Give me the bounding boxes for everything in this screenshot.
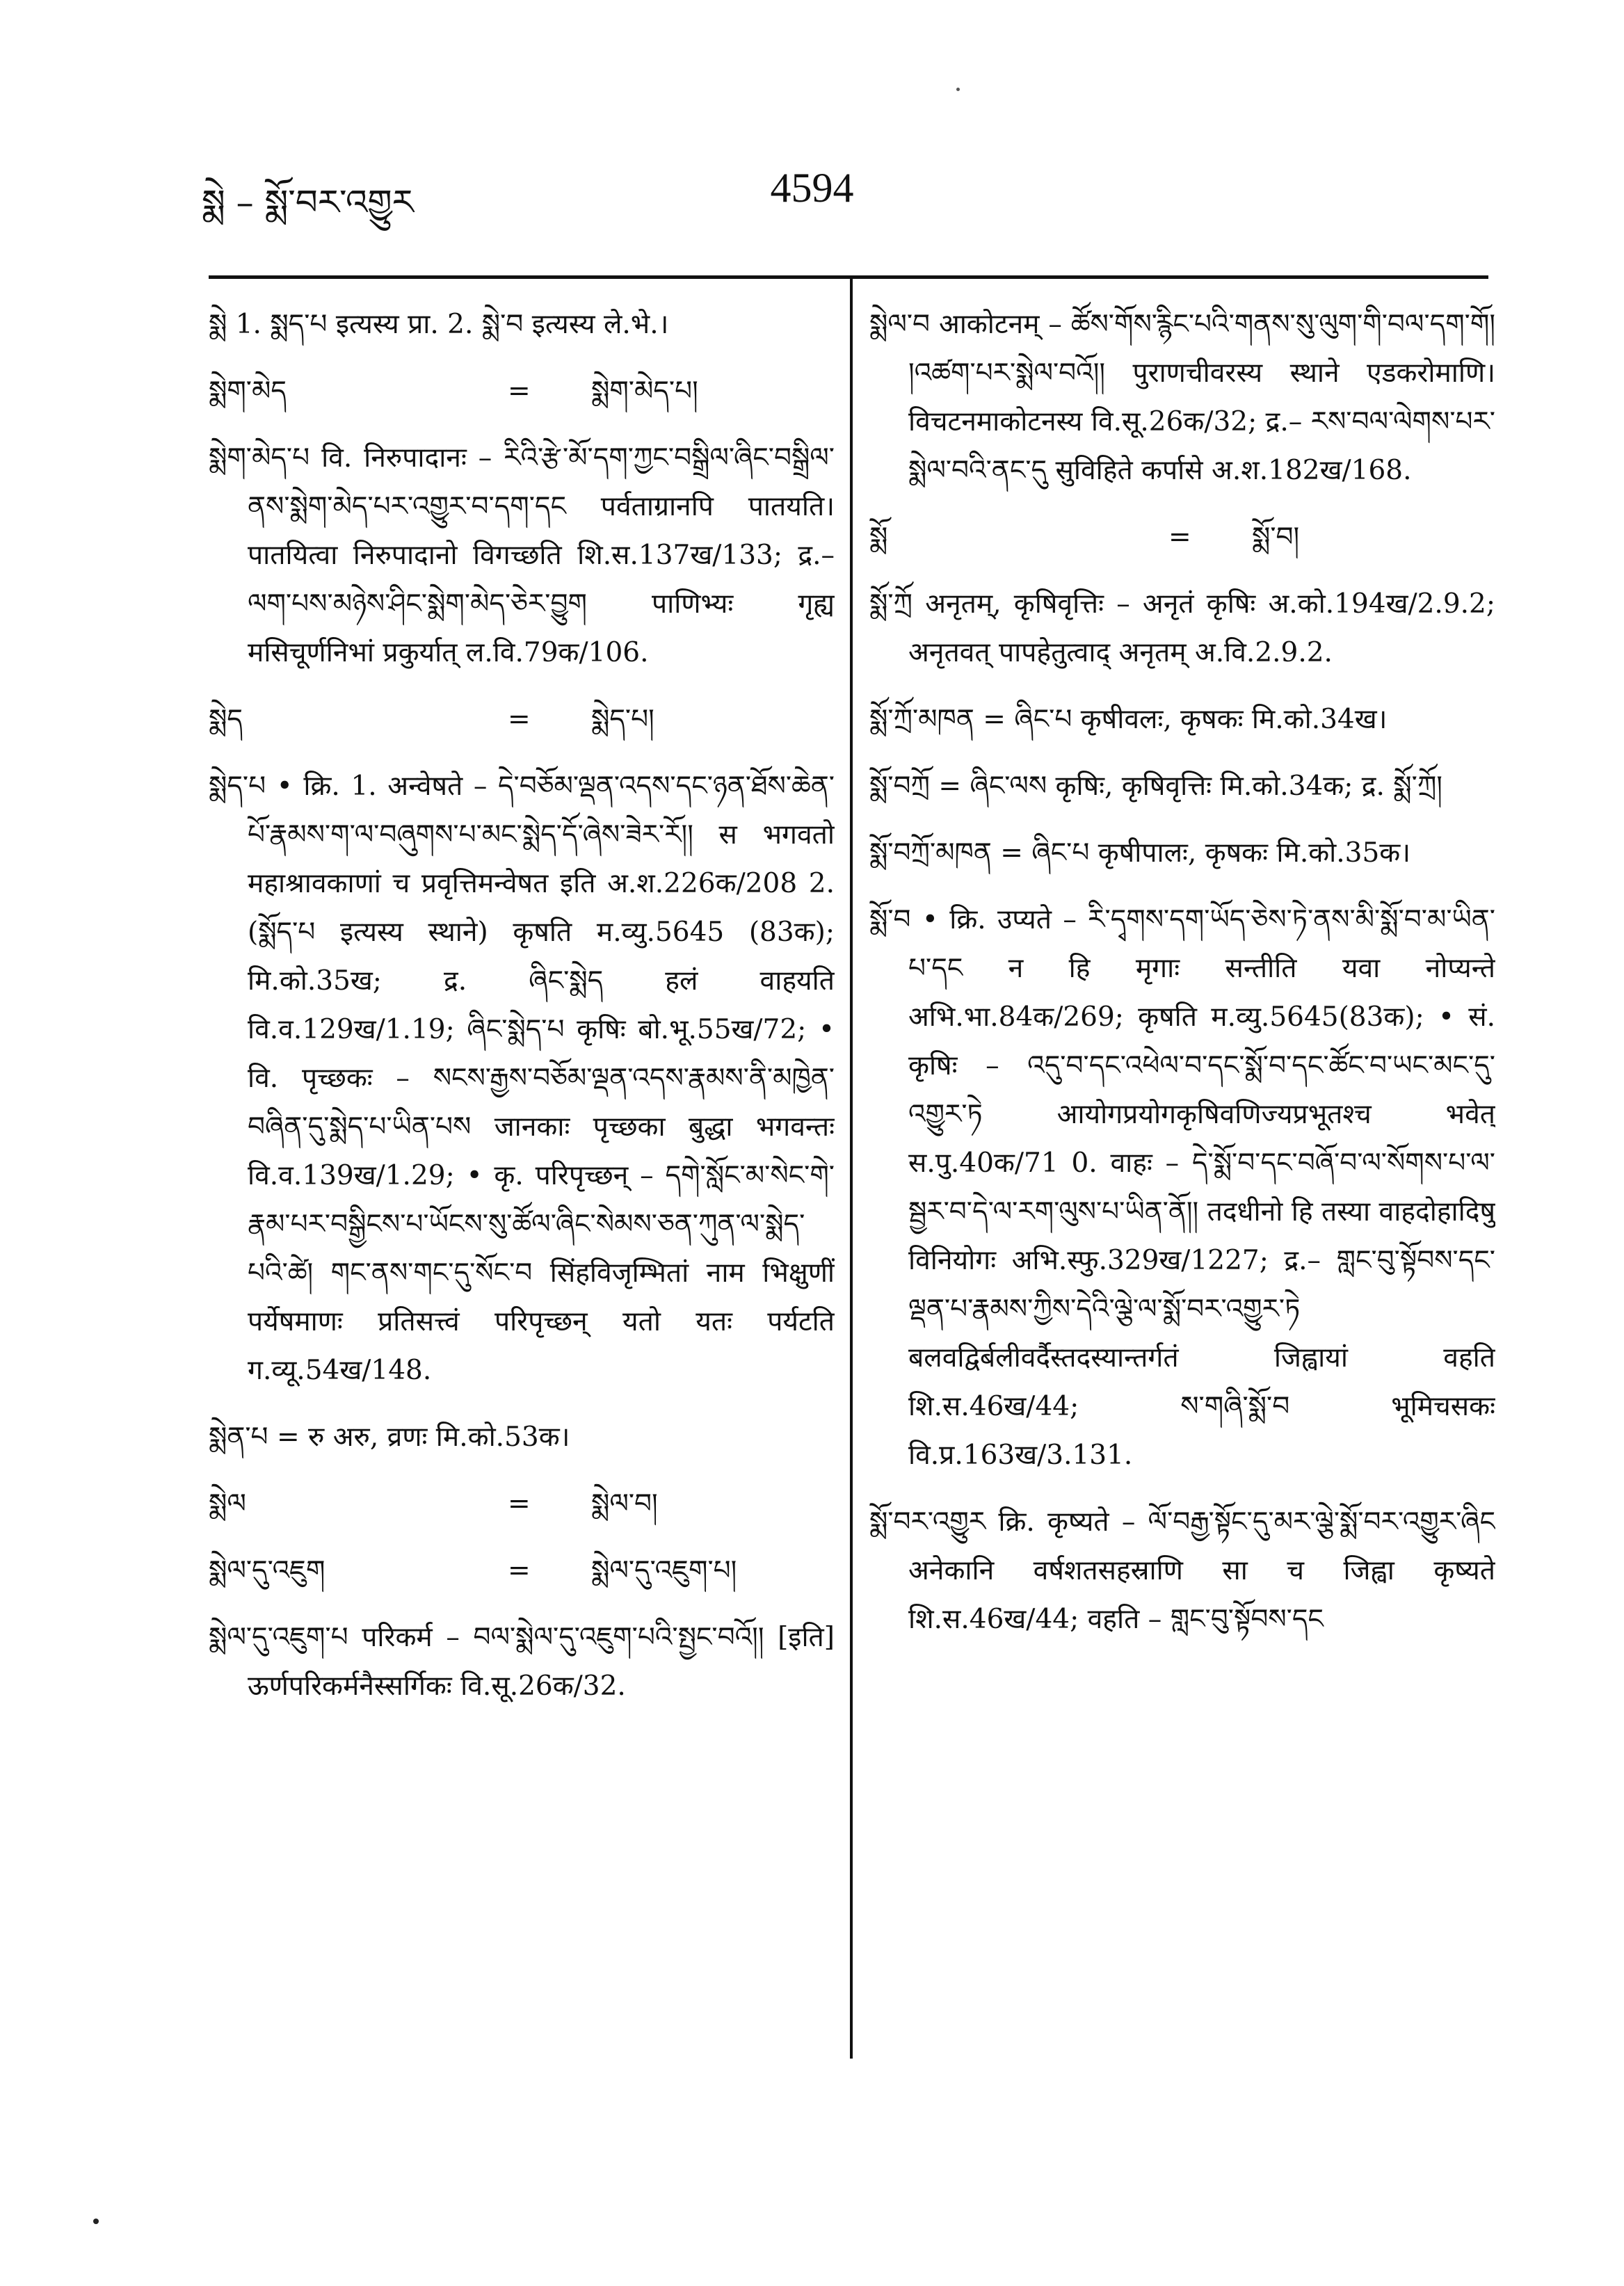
definition: • क्रि. 1. अन्वेषते – དེ་བཅོམ་ལྡན་འདས་དང་ཉན་ཐོས་ཆེན་པོ་རྣམས་ག་ལ་བཞུགས་པ་མང་སྨེད་དོ་ཞེས་ཟེར་རོ།། स भगवतो महाश्रावकाणां च प्रवृत्तिमन्वेषत इति अ.श.226क/208 2. (སྨོད་པ इत्यस्य स्थाने) कृषति म.व्यु.5645 (83क); मि.को.35ख; द्र. ཞིང་སྨེད हलं वाहयति वि.व.129ख/1.19; ཞིང་སྨེད་པ कृषिः बो.भू.55ख/72; • वि. पृच्छकः – སངས་རྒྱས་བཅོམ་ལྡན་འདས་རྣམས་ནི་མཁྱེན་བཞིན་དུ་སྨེད་པ་ཡིན་པས जानकाः पृच्छका बुद्धा भगवन्तः वि.व.139ख/1.29; • कृ. परिपृच्छन् – དགེ་སློང་མ་སེང་གེ་རྣམ་པར་བསྒྱིངས་པ་ཡོངས་སུ་ཚོལ་ཞིང་སེམས་ཅན་ཀུན་ལ་སྨེད་པའི་ཚེ། གང་ནས་གང་དུ་སོང་བ सिंहविजृम्भितां नाम भिक्षुणीं पर्येषमाणः प्रतिसत्त्वं परिपृच्छन् यतो यतः पर्यटति ग.व्यू.54ख/148.: [248, 771, 835, 1386]
definition: = ཞིང་ལས कृषिः, कृषिवृत्तिः मि.को.34क; द्र. སྨོ་ཀྲོ།: [938, 771, 1442, 802]
entry: [209, 1413, 835, 1462]
headword: སྨེལ་དུ་འཇུག: [209, 1555, 325, 1586]
definition: = ཞིང་པ कृषीवलः, कृषकः मि.को.34ख।: [983, 704, 1388, 735]
headword: སྨེལ་བ: [869, 309, 931, 340]
cross-reference: སྨེད་པ།: [591, 704, 654, 735]
headword: སྨེག་མེད་པ: [209, 442, 310, 474]
equals-sign: =: [508, 1488, 531, 1520]
headword: སྨོ་བཀྲོ་མཁན: [869, 837, 992, 869]
entry: [209, 1547, 835, 1595]
entry: [209, 367, 835, 416]
entry: [869, 300, 1495, 495]
definition: 1. སྨད་པ इत्यस्य प्रा. 2. སྨེ་བ इत्यस्य ले.भे.।: [235, 309, 669, 340]
page-number: 4594: [770, 165, 854, 211]
headword: སྨོ་བ: [869, 904, 911, 935]
header-rule: [209, 275, 1488, 279]
entry: [209, 1480, 835, 1529]
entry: [869, 695, 1495, 744]
cross-reference: སྨོ་བ།: [1252, 522, 1300, 553]
headword: སྨེ: [209, 309, 227, 340]
definition: क्रि. कृष्यते – ལོ་བརྒྱ་སྟོང་དུ་མར་ལྕེ་སྨོ་བར་འགྱུར་ཞིང अनेकानि वर्षशतसहस्राणि सा च जिह्वा कृष्यते शि.स.46ख/44; वहति – གླང་བུ་སྟོབས་དང: [908, 1506, 1495, 1635]
headword: སྨོ་བཀྲོ: [869, 771, 930, 802]
equals-sign: =: [508, 376, 531, 407]
definition: परिकर्म – བལ་སྨེལ་དུ་འཇུག་པའི་སྤྱང་བའོ།། [इति] ऊर्णपरिकर्मनैस्सर्गिकः वि.सू.26क/32.: [248, 1622, 835, 1702]
column-divider: [850, 278, 853, 2059]
entry: [869, 513, 1495, 562]
headword: སྨོ: [869, 522, 888, 553]
right-column: [869, 300, 1495, 1997]
definition: • क्रि. उप्यते – རི་དྭགས་དག་ཡོད་ཅེས་ཏེ་ནས་མི་སྨོ་བ་མ་ཡིན་པ་དང न हि मृगाः सन्तीति यवा नोप्यन्ते अभि.भा.84क/269; कृषति म.व्यु.5645(83क); • सं. कृषिः – འདུ་བ་དང་འཕེལ་བ་དང་སྨོ་བ་དང་ཚོང་བ་ཡང་མང་དུ་འགྱུར་ཏེ आयोगप्रयोगकृषिवणिज्यप्रभूतश्च भवेत् स.पु.40क/71 0. वाहः – དེ་སྨོ་བ་དང་བཞོ་བ་ལ་སོགས་པ་ལ་སྦྱར་བ་དེ་ལ་རག་ལུས་པ་ཡིན་ནོ།། तदधीनो हि तस्या वाहदोहादिषु विनियोगः अभि.स्फु.329ख/1227; द्र.– གླང་བུ་སྟོབས་དང་ལྡན་པ་རྣམས་ཀྱིས་དེའི་ལྕེ་ལ་སྨོ་བར་འགྱུར་ཏེ बलवद्विर्बलीवर्दैस्तदस्यान्तर्गतं जिह्वायां वहति शि.स.46ख/44; ས་གཞི་སྨོ་བ भूमिचसकः वि.प्र.163ख/3.131.: [908, 904, 1495, 1471]
entry: [209, 1613, 835, 1711]
headword: སྨེལ: [209, 1488, 246, 1520]
headword: སྨོ་ཀྲོ་མཁན: [869, 704, 974, 735]
running-head: སྨེ – སྨོ་བར་འགྱུར: [202, 182, 414, 223]
headword: སྨེལ་དུ་འཇུག་པ: [209, 1622, 348, 1653]
headword: སྨེད་པ: [209, 771, 266, 802]
scan-speck: [93, 2219, 99, 2224]
headword: སྨོ་བར་འགྱུར: [869, 1506, 986, 1538]
equals-sign: =: [1168, 522, 1191, 553]
entry: [869, 1498, 1495, 1644]
entry: [869, 896, 1495, 1480]
scan-speck: [956, 88, 960, 91]
equals-sign: =: [508, 1555, 531, 1586]
headword: སྨེག་མེད: [209, 376, 287, 407]
definition: = ཞིང་པ कृषीपालः, कृषकः मि.को.35क।: [1000, 837, 1411, 869]
headword: སྨེན་པ: [209, 1422, 268, 1453]
entry: [869, 829, 1495, 878]
definition: = रु अरु, व्रणः मि.को.53क।: [276, 1422, 570, 1453]
definition: वि. निरुपादानः – རིའི་རྩེ་མོ་དག་ཀྱང་བསྒྲིལ་ཞིང་བསྒྲིལ་ནས་སྨེག་མེད་པར་འགྱུར་བ་དག་དང पर्वताग्रानपि पातयति। पातयित्वा निरुपादानो विगच्छति शि.स.137ख/133; द्र.– ལག་པས་མཉེས་ཤིང་སྨེག་མེད་ཅེར་བྱུག पाणिभ्यः गृह्य मसिचूर्णनिभां प्रकुर्यात् ल.वि.79क/106.: [248, 442, 835, 668]
headword: སྨོ་ཀྲོ: [869, 588, 913, 620]
headword: སྨེད: [209, 704, 243, 735]
left-column: [209, 300, 835, 2067]
equals-sign: =: [508, 704, 531, 735]
entry: [209, 695, 835, 744]
entry: [209, 762, 835, 1395]
entry: [869, 762, 1495, 811]
definition: अनृतम्, कृषिवृत्तिः – अनृतं कृषिः अ.को.194ख/2.9.2; अनृतवत् पापहेतुत्वाद् अनृतम् अ.वि.2.9.2.: [908, 588, 1495, 668]
entry: [209, 434, 835, 677]
cross-reference: སྨེལ་བ།: [591, 1488, 658, 1520]
cross-reference: སྨེལ་དུ་འཇུག་པ།: [591, 1555, 737, 1586]
entry: [209, 300, 835, 349]
entry: [869, 580, 1495, 677]
definition: आकोटनम् – ཚོས་གོས་རྙིང་པའི་གནས་སུ་ལུག་གི་བལ་དག་གོ། །འཚག་པར་སྨེལ་བའོ།། पुराणचीवरस्य स्थाने एडकरोमाणि। विचटनमाकोटनस्य वि.सू.26क/32; द्र.– རས་བལ་ལེགས་པར་སྨེལ་བའི་ནང་དུ सुविहिते कर्पासे अ.श.182ख/168.: [908, 309, 1495, 486]
cross-reference: སྨེག་མེད་པ།: [591, 376, 698, 407]
